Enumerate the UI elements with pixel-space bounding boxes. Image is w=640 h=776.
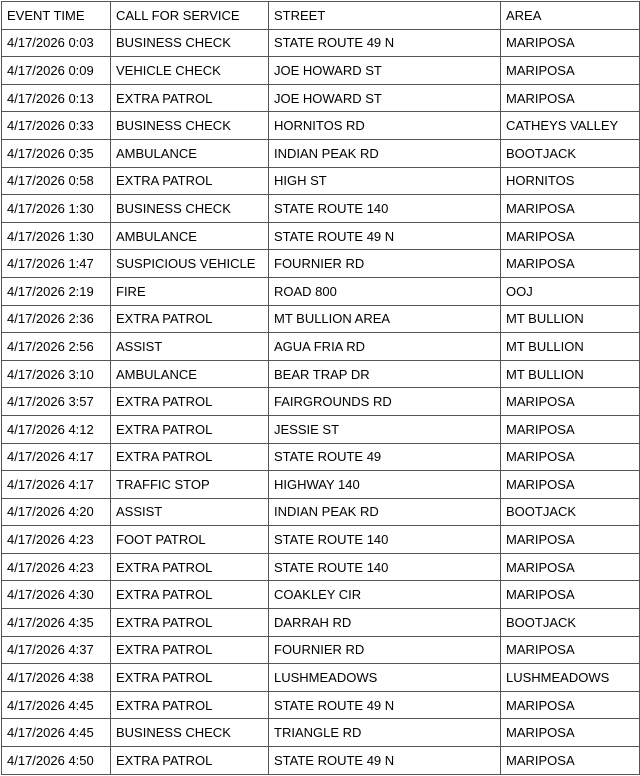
table-row: [2, 222, 640, 250]
area-cell: MARIPOSA: [501, 719, 640, 747]
area-cell: LUSHMEADOWS: [501, 664, 640, 692]
event-time-cell: 4/17/2026 1:30: [2, 195, 111, 223]
event-time-cell: 4/17/2026 1:30: [2, 222, 111, 250]
call-for-service-cell: TRAFFIC STOP: [111, 471, 269, 499]
table-row: [2, 443, 640, 471]
street-cell: HORNITOS RD: [269, 112, 501, 140]
table-row: [2, 305, 640, 333]
table-row: [2, 277, 640, 305]
event-time-cell: 4/17/2026 4:30: [2, 581, 111, 609]
call-for-service-cell: AMBULANCE: [111, 360, 269, 388]
table-row: [2, 29, 640, 57]
table-row: [2, 250, 640, 278]
event-time-cell: 4/17/2026 4:23: [2, 526, 111, 554]
event-time-cell: 4/17/2026 0:13: [2, 84, 111, 112]
street-cell: INDIAN PEAK RD: [269, 139, 501, 167]
header-call-for-service: CALL FOR SERVICE: [111, 2, 269, 30]
event-time-cell: 4/17/2026 0:35: [2, 139, 111, 167]
table-row: [2, 333, 640, 361]
event-time-cell: 4/17/2026 0:03: [2, 29, 111, 57]
street-cell: LUSHMEADOWS: [269, 664, 501, 692]
event-time-cell: 4/17/2026 4:12: [2, 415, 111, 443]
area-cell: MARIPOSA: [501, 581, 640, 609]
call-for-service-cell: AMBULANCE: [111, 222, 269, 250]
area-cell: MARIPOSA: [501, 222, 640, 250]
call-for-service-cell: FOOT PATROL: [111, 526, 269, 554]
area-cell: MARIPOSA: [501, 526, 640, 554]
area-cell: MT BULLION: [501, 305, 640, 333]
event-time-cell: 4/17/2026 4:35: [2, 609, 111, 637]
event-time-cell: 4/17/2026 0:09: [2, 57, 111, 85]
event-time-cell: 4/17/2026 2:36: [2, 305, 111, 333]
area-cell: MARIPOSA: [501, 29, 640, 57]
event-time-cell: 4/17/2026 2:19: [2, 277, 111, 305]
call-for-service-cell: AMBULANCE: [111, 139, 269, 167]
area-cell: MARIPOSA: [501, 636, 640, 664]
call-log-body: [2, 29, 640, 774]
header-row: [2, 2, 640, 30]
street-cell: TRIANGLE RD: [269, 719, 501, 747]
call-for-service-cell: ASSIST: [111, 498, 269, 526]
table-row: [2, 581, 640, 609]
event-time-cell: 4/17/2026 0:58: [2, 167, 111, 195]
area-cell: MARIPOSA: [501, 691, 640, 719]
event-time-cell: 4/17/2026 4:45: [2, 691, 111, 719]
call-for-service-cell: EXTRA PATROL: [111, 691, 269, 719]
area-cell: MARIPOSA: [501, 57, 640, 85]
street-cell: STATE ROUTE 49: [269, 443, 501, 471]
event-time-cell: 4/17/2026 4:17: [2, 471, 111, 499]
event-time-cell: 4/17/2026 4:37: [2, 636, 111, 664]
street-cell: COAKLEY CIR: [269, 581, 501, 609]
area-cell: MARIPOSA: [501, 195, 640, 223]
table-row: [2, 471, 640, 499]
event-time-cell: 4/17/2026 4:23: [2, 553, 111, 581]
header-area: AREA: [501, 2, 640, 30]
call-for-service-cell: BUSINESS CHECK: [111, 195, 269, 223]
call-log-table: [1, 1, 640, 775]
area-cell: CATHEYS VALLEY: [501, 112, 640, 140]
table-row: [2, 609, 640, 637]
table-row: [2, 57, 640, 85]
street-cell: STATE ROUTE 140: [269, 195, 501, 223]
street-cell: AGUA FRIA RD: [269, 333, 501, 361]
table-row: [2, 167, 640, 195]
street-cell: STATE ROUTE 140: [269, 553, 501, 581]
table-row: [2, 498, 640, 526]
street-cell: INDIAN PEAK RD: [269, 498, 501, 526]
area-cell: MARIPOSA: [501, 388, 640, 416]
call-for-service-cell: EXTRA PATROL: [111, 747, 269, 775]
street-cell: HIGH ST: [269, 167, 501, 195]
table-row: [2, 553, 640, 581]
event-time-cell: 4/17/2026 4:45: [2, 719, 111, 747]
header-event-time: EVENT TIME: [2, 2, 111, 30]
area-cell: MARIPOSA: [501, 84, 640, 112]
call-for-service-cell: EXTRA PATROL: [111, 636, 269, 664]
street-cell: STATE ROUTE 49 N: [269, 747, 501, 775]
table-row: [2, 112, 640, 140]
call-for-service-cell: BUSINESS CHECK: [111, 112, 269, 140]
area-cell: MARIPOSA: [501, 471, 640, 499]
street-cell: MT BULLION AREA: [269, 305, 501, 333]
table-row: [2, 388, 640, 416]
call-for-service-cell: EXTRA PATROL: [111, 305, 269, 333]
area-cell: BOOTJACK: [501, 139, 640, 167]
street-cell: STATE ROUTE 140: [269, 526, 501, 554]
table-row: [2, 664, 640, 692]
area-cell: BOOTJACK: [501, 498, 640, 526]
call-for-service-cell: EXTRA PATROL: [111, 388, 269, 416]
street-cell: HIGHWAY 140: [269, 471, 501, 499]
call-for-service-cell: EXTRA PATROL: [111, 167, 269, 195]
area-cell: HORNITOS: [501, 167, 640, 195]
street-cell: ROAD 800: [269, 277, 501, 305]
call-for-service-cell: EXTRA PATROL: [111, 84, 269, 112]
table-row: [2, 636, 640, 664]
street-cell: BEAR TRAP DR: [269, 360, 501, 388]
area-cell: BOOTJACK: [501, 609, 640, 637]
call-for-service-cell: EXTRA PATROL: [111, 415, 269, 443]
area-cell: MARIPOSA: [501, 415, 640, 443]
call-for-service-cell: SUSPICIOUS VEHICLE: [111, 250, 269, 278]
call-for-service-cell: EXTRA PATROL: [111, 664, 269, 692]
area-cell: MARIPOSA: [501, 747, 640, 775]
street-cell: JOE HOWARD ST: [269, 84, 501, 112]
street-cell: STATE ROUTE 49 N: [269, 691, 501, 719]
event-time-cell: 4/17/2026 4:38: [2, 664, 111, 692]
call-for-service-cell: EXTRA PATROL: [111, 609, 269, 637]
area-cell: OOJ: [501, 277, 640, 305]
call-for-service-cell: EXTRA PATROL: [111, 581, 269, 609]
event-time-cell: 4/17/2026 4:50: [2, 747, 111, 775]
table-row: [2, 84, 640, 112]
street-cell: JOE HOWARD ST: [269, 57, 501, 85]
table-row: [2, 719, 640, 747]
street-cell: DARRAH RD: [269, 609, 501, 637]
table-row: [2, 691, 640, 719]
table-row: [2, 415, 640, 443]
area-cell: MARIPOSA: [501, 553, 640, 581]
call-for-service-cell: EXTRA PATROL: [111, 443, 269, 471]
event-time-cell: 4/17/2026 3:57: [2, 388, 111, 416]
street-cell: STATE ROUTE 49 N: [269, 29, 501, 57]
table-row: [2, 747, 640, 775]
street-cell: FOURNIER RD: [269, 636, 501, 664]
area-cell: MT BULLION: [501, 333, 640, 361]
area-cell: MT BULLION: [501, 360, 640, 388]
street-cell: JESSIE ST: [269, 415, 501, 443]
event-time-cell: 4/17/2026 4:17: [2, 443, 111, 471]
street-cell: STATE ROUTE 49 N: [269, 222, 501, 250]
call-for-service-cell: BUSINESS CHECK: [111, 29, 269, 57]
table-row: [2, 139, 640, 167]
table-row: [2, 360, 640, 388]
table-row: [2, 526, 640, 554]
area-cell: MARIPOSA: [501, 443, 640, 471]
event-time-cell: 4/17/2026 1:47: [2, 250, 111, 278]
street-cell: FOURNIER RD: [269, 250, 501, 278]
event-time-cell: 4/17/2026 4:20: [2, 498, 111, 526]
header-street: STREET: [269, 2, 501, 30]
event-time-cell: 4/17/2026 0:33: [2, 112, 111, 140]
call-for-service-cell: FIRE: [111, 277, 269, 305]
table-row: [2, 195, 640, 223]
call-for-service-cell: BUSINESS CHECK: [111, 719, 269, 747]
event-time-cell: 4/17/2026 3:10: [2, 360, 111, 388]
call-for-service-cell: EXTRA PATROL: [111, 553, 269, 581]
event-time-cell: 4/17/2026 2:56: [2, 333, 111, 361]
street-cell: FAIRGROUNDS RD: [269, 388, 501, 416]
area-cell: MARIPOSA: [501, 250, 640, 278]
call-for-service-cell: VEHICLE CHECK: [111, 57, 269, 85]
call-for-service-cell: ASSIST: [111, 333, 269, 361]
